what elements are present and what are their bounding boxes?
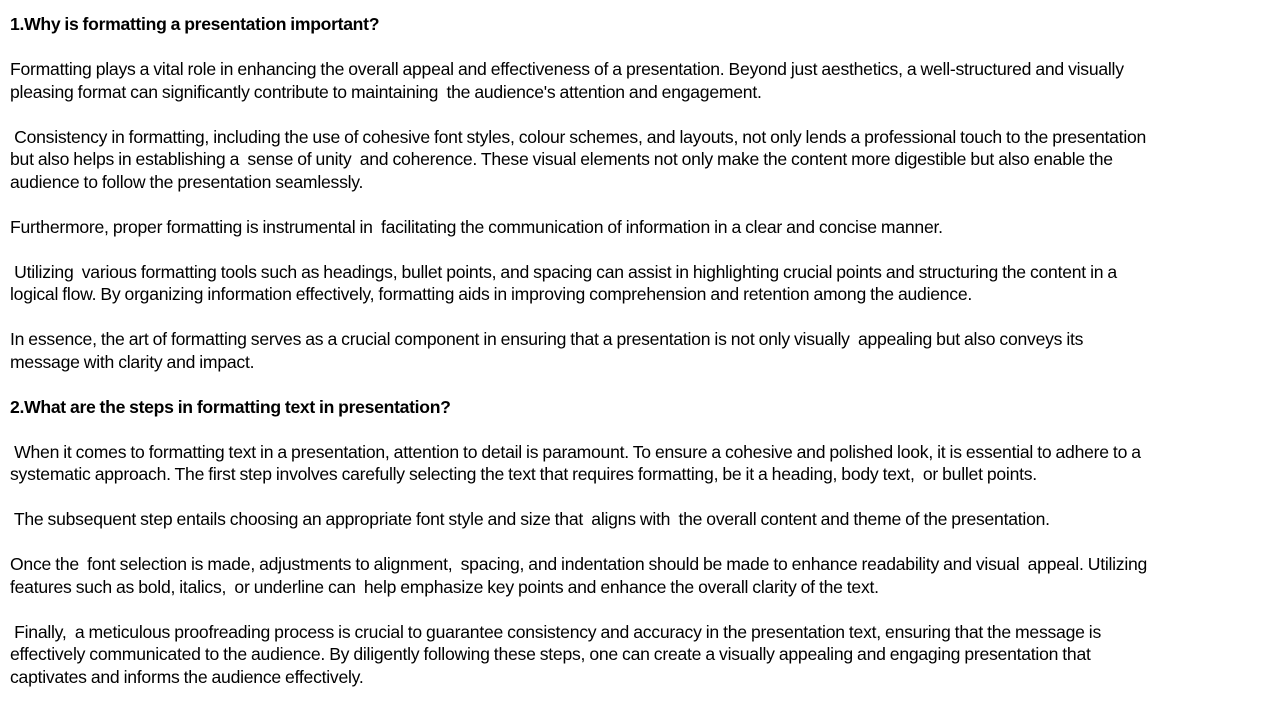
paragraph-line: audience to follow the presentation seamlessly.	[10, 171, 364, 192]
paragraph-line: effectively communicated to the audience. By diligently following these steps, one can create a visually appealing and engaging presentation that	[10, 644, 1091, 664]
section-2-paragraph-4	[10, 621, 1275, 689]
section-2-paragraph-3	[10, 553, 1275, 598]
paragraph-line: Furthermore, proper formatting is instrumental in facilitating the communication of information in a clear and concise manner.	[10, 216, 943, 237]
paragraph-line: but also helps in establishing a sense of unity and coherence. These visual elements not only make the content more digestible but also enable the	[10, 149, 1113, 169]
paragraph-line: The subsequent step entails choosing an appropriate font style and size that aligns with the overall content and theme of the presentation.	[10, 509, 1050, 529]
section-1-paragraph-1	[10, 58, 1275, 103]
paragraph-line: captivates and informs the audience effectively.	[10, 666, 364, 687]
paragraph-line: Consistency in formatting, including the use of cohesive font styles, colour schemes, and layouts, not only lends a professional touch to the presentation	[10, 126, 1147, 147]
heading-text: 2.What are the steps in formatting text in presentation?	[10, 396, 451, 417]
heading-text: 1.Why is formatting a presentation important?	[10, 14, 380, 34]
paragraph-line: features such as bold, italics, or underline can help emphasize key points and enhance the overall clarity of the text.	[10, 576, 879, 597]
section-2-paragraph-2	[10, 508, 1275, 531]
paragraph-line: Finally, a meticulous proofreading process is crucial to guarantee consistency and accuracy in the presentation text, ensuring that the message is	[10, 621, 1101, 642]
paragraph-line: When it comes to formatting text in a presentation, attention to detail is paramount. To ensure a cohesive and polished look, it is essential to adhere to a	[10, 441, 1141, 462]
section-1-paragraph-3	[10, 216, 1275, 239]
section-1-paragraph-2	[10, 126, 1275, 194]
paragraph-line: systematic approach. The first step involves carefully selecting the text that requires formatting, be it a heading, body text, or bullet points.	[10, 464, 1037, 484]
paragraph-line: pleasing format can significantly contribute to maintaining the audience's attention and engagement.	[10, 81, 762, 102]
section-1-paragraph-4	[10, 261, 1275, 306]
paragraph-line: In essence, the art of formatting serves as a crucial component in ensuring that a presentation is not only visually appealing but also conveys its	[10, 329, 1084, 349]
section-1-paragraph-5	[10, 328, 1275, 373]
document-body	[10, 13, 1275, 711]
paragraph-line: Once the font selection is made, adjustments to alignment, spacing, and indentation should be made to enhance readability and visual appeal. Utilizing	[10, 554, 1148, 574]
section-2-heading	[10, 396, 1275, 419]
paragraph-line: Utilizing various formatting tools such as headings, bullet points, and spacing can assist in highlighting crucial points and structuring the content in a	[10, 261, 1117, 282]
paragraph-line: Formatting plays a vital role in enhancing the overall appeal and effectiveness of a presentation. Beyond just aesthetics, a well-structured and visually	[10, 59, 1124, 79]
paragraph-line: logical flow. By organizing information effectively, formatting aids in improving comprehension and retention among the audience.	[10, 284, 973, 304]
section-1-heading	[10, 13, 1275, 36]
paragraph-line: message with clarity and impact.	[10, 351, 255, 372]
section-2-paragraph-1	[10, 441, 1275, 486]
